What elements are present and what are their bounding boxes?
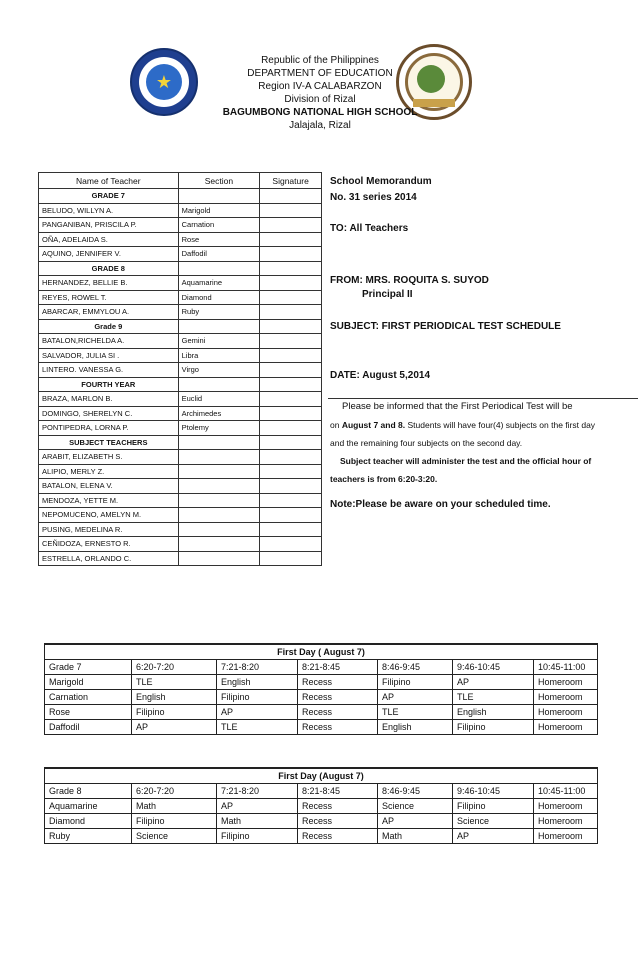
teacher-section: Ptolemy <box>178 421 260 436</box>
section-name-cell: Ruby <box>45 829 132 844</box>
subject-cell: Homeroom <box>534 814 598 829</box>
section-name-cell: Daffodil <box>45 720 132 735</box>
section-cell <box>178 377 260 392</box>
memo-body-line-2: on August 7 and 8. Students will have four(4) subjects on the first day <box>330 420 596 430</box>
section-cell <box>178 319 260 334</box>
teacher-row <box>39 232 322 247</box>
teacher-row <box>39 406 322 421</box>
signature-cell <box>260 464 322 479</box>
teacher-row <box>39 348 322 363</box>
schedule-header-cell: 6:20-7:20 <box>132 660 217 675</box>
signature-cell <box>260 232 322 247</box>
grade-group-row <box>39 261 322 276</box>
memo-divider <box>328 398 638 399</box>
teacher-name: ABARCAR, EMMYLOU A. <box>39 305 179 320</box>
teacher-name: DOMINGO, SHERELYN C. <box>39 406 179 421</box>
teacher-row <box>39 551 322 566</box>
signature-cell <box>260 247 322 262</box>
memo-title: School Memorandum <box>330 176 432 187</box>
teacher-row <box>39 421 322 436</box>
subject-cell: TLE <box>453 690 534 705</box>
signature-cell <box>260 276 322 291</box>
signature-cell <box>260 508 322 523</box>
subject-cell: TLE <box>378 705 453 720</box>
subject-cell: Homeroom <box>534 799 598 814</box>
grade-group-label: GRADE 7 <box>39 189 179 204</box>
subject-cell: Filipino <box>217 690 298 705</box>
section-name-cell: Aquamarine <box>45 799 132 814</box>
subject-cell: Filipino <box>217 829 298 844</box>
subject-cell: AP <box>217 799 298 814</box>
teacher-section: Euclid <box>178 392 260 407</box>
subject-cell: Science <box>132 829 217 844</box>
schedule-title: First Day ( August 7) <box>45 644 598 660</box>
schedule-title-row <box>45 768 598 784</box>
signature-cell <box>260 479 322 494</box>
memo-body-line-5: teachers is from 6:20-3:20. <box>330 474 438 484</box>
teacher-table-header <box>39 173 322 189</box>
teacher-section <box>178 450 260 465</box>
teacher-name: BELUDO, WILLYN A. <box>39 203 179 218</box>
teacher-section <box>178 537 260 552</box>
memo-body-line-4: Subject teacher will administer the test and the official hour of <box>340 456 592 466</box>
subject-cell: Recess <box>298 799 378 814</box>
subject-cell: English <box>378 720 453 735</box>
subject-cell: Filipino <box>453 799 534 814</box>
teacher-row <box>39 537 322 552</box>
grade-group-row <box>39 377 322 392</box>
subject-cell: English <box>453 705 534 720</box>
section-name-cell: Diamond <box>45 814 132 829</box>
teacher-name: REYES, ROWEL T. <box>39 290 179 305</box>
subject-cell: Recess <box>298 690 378 705</box>
schedule-header-cell: 6:20-7:20 <box>132 784 217 799</box>
teacher-row <box>39 392 322 407</box>
header-school-name: BAGUMBONG NATIONAL HIGH SCHOOL <box>222 107 418 118</box>
teacher-section: Rose <box>178 232 260 247</box>
memo-note: Note:Please be aware on your scheduled time. <box>330 499 551 510</box>
grade-group-row <box>39 319 322 334</box>
memo-number: No. 31 series 2014 <box>330 192 417 203</box>
subject-cell: AP <box>132 720 217 735</box>
subject-cell: Recess <box>298 814 378 829</box>
teacher-section <box>178 508 260 523</box>
subject-cell: English <box>132 690 217 705</box>
signature-cell <box>260 319 322 334</box>
schedule-header-row <box>45 660 598 675</box>
teacher-row <box>39 522 322 537</box>
schedule-row <box>45 705 598 720</box>
teacher-name: SALVADOR, JULIA SI . <box>39 348 179 363</box>
teacher-name: ESTRELLA, ORLANDO C. <box>39 551 179 566</box>
teacher-name: MENDOZA, YETTE M. <box>39 493 179 508</box>
schedule-row <box>45 675 598 690</box>
subject-cell: Science <box>453 814 534 829</box>
teacher-section <box>178 479 260 494</box>
header-line-division: Division of Rizal <box>284 94 356 105</box>
grade-group-row <box>39 435 322 450</box>
header-line-republic: Republic of the Philippines <box>261 55 379 66</box>
memo-from: FROM: MRS. ROQUITA S. SUYOD <box>330 275 489 286</box>
teacher-row <box>39 508 322 523</box>
subject-cell: TLE <box>132 675 217 690</box>
subject-cell: Recess <box>298 675 378 690</box>
teacher-row <box>39 334 322 349</box>
schedule-header-cell: Grade 7 <box>45 660 132 675</box>
schedule-row <box>45 829 598 844</box>
signature-cell <box>260 392 322 407</box>
subject-cell: Math <box>132 799 217 814</box>
teacher-row <box>39 305 322 320</box>
teacher-section: Archimedes <box>178 406 260 421</box>
subject-cell: AP <box>453 675 534 690</box>
teacher-row <box>39 363 322 378</box>
subject-cell: Homeroom <box>534 829 598 844</box>
section-name-cell: Marigold <box>45 675 132 690</box>
schedule-title: First Day (August 7) <box>45 768 598 784</box>
signature-cell <box>260 348 322 363</box>
signature-cell <box>260 493 322 508</box>
subject-cell: Math <box>378 829 453 844</box>
subject-cell: Recess <box>298 720 378 735</box>
schedule-header-row <box>45 784 598 799</box>
teacher-name: ARABIT, ELIZABETH S. <box>39 450 179 465</box>
schedule-header-cell: 9:46-10:45 <box>453 784 534 799</box>
teacher-section <box>178 522 260 537</box>
schedule-table-grade-8 <box>44 767 598 844</box>
teacher-section: Gemini <box>178 334 260 349</box>
signature-cell <box>260 363 322 378</box>
header-line-department: DEPARTMENT OF EDUCATION <box>247 68 393 79</box>
teacher-section <box>178 551 260 566</box>
teacher-row <box>39 290 322 305</box>
teacher-name: OÑA, ADELAIDA S. <box>39 232 179 247</box>
teacher-section: Marigold <box>178 203 260 218</box>
teacher-name: HERNANDEZ, BELLIE B. <box>39 276 179 291</box>
section-cell <box>178 435 260 450</box>
subject-cell: AP <box>453 829 534 844</box>
schedule-header-cell: 8:21-8:45 <box>298 784 378 799</box>
teacher-section: Virgo <box>178 363 260 378</box>
signature-cell <box>260 305 322 320</box>
grade-group-label: FOURTH YEAR <box>39 377 179 392</box>
grade-group-row <box>39 189 322 204</box>
signature-cell <box>260 551 322 566</box>
subject-cell: Science <box>378 799 453 814</box>
teacher-name: NEPOMUCENO, AMELYN M. <box>39 508 179 523</box>
deped-seal-icon: ★ <box>130 48 198 116</box>
teacher-row <box>39 218 322 233</box>
signature-cell <box>260 522 322 537</box>
subject-cell: Filipino <box>132 814 217 829</box>
signature-cell <box>260 261 322 276</box>
memo-body-line-1: Please be informed that the First Periodical Test will be <box>342 401 573 412</box>
schedule-header-cell: 8:46-9:45 <box>378 660 453 675</box>
subject-cell: Recess <box>298 705 378 720</box>
schedule-row <box>45 720 598 735</box>
schedule-title-row <box>45 644 598 660</box>
subject-cell: Homeroom <box>534 720 598 735</box>
subject-cell: Filipino <box>378 675 453 690</box>
schedule-table-grade-7 <box>44 643 598 735</box>
teacher-name: BATALON, ELENA V. <box>39 479 179 494</box>
subject-cell: English <box>217 675 298 690</box>
section-name-cell: Carnation <box>45 690 132 705</box>
header-line-region: Region IV-A CALABARZON <box>258 81 382 92</box>
teacher-section: Ruby <box>178 305 260 320</box>
subject-cell: AP <box>378 814 453 829</box>
memo-position: Principal II <box>362 289 413 300</box>
teacher-name: BRAZA, MARLON B. <box>39 392 179 407</box>
teacher-section: Aquamarine <box>178 276 260 291</box>
header-name-of-teacher: Name of Teacher <box>39 173 179 189</box>
subject-cell: Recess <box>298 829 378 844</box>
signature-cell <box>260 189 322 204</box>
teacher-section: Libra <box>178 348 260 363</box>
memo-subject: SUBJECT: FIRST PERIODICAL TEST SCHEDULE <box>330 321 561 332</box>
teacher-row <box>39 450 322 465</box>
schedule-header-cell: 9:46-10:45 <box>453 660 534 675</box>
header-signature: Signature <box>260 173 322 189</box>
subject-cell: Math <box>217 814 298 829</box>
signature-cell <box>260 218 322 233</box>
schedule-header-cell: 7:21-8:20 <box>217 660 298 675</box>
teacher-section: Diamond <box>178 290 260 305</box>
section-cell <box>178 189 260 204</box>
teacher-name: AQUINO, JENNIFER V. <box>39 247 179 262</box>
teacher-name: BATALON,RICHELDA A. <box>39 334 179 349</box>
teacher-table <box>38 172 322 566</box>
teacher-row <box>39 247 322 262</box>
teacher-section <box>178 493 260 508</box>
signature-cell <box>260 377 322 392</box>
grade-group-label: SUBJECT TEACHERS <box>39 435 179 450</box>
teacher-section: Carnation <box>178 218 260 233</box>
signature-cell <box>260 537 322 552</box>
signature-cell <box>260 406 322 421</box>
schedule-header-cell: 10:45-11:00 <box>534 784 598 799</box>
header-section: Section <box>178 173 260 189</box>
signature-cell <box>260 421 322 436</box>
schedule-header-cell: 7:21-8:20 <box>217 784 298 799</box>
teacher-name: PANGANIBAN, PRISCILA P. <box>39 218 179 233</box>
grade-group-label: GRADE 8 <box>39 261 179 276</box>
memo-to: TO: All Teachers <box>330 223 409 234</box>
signature-cell <box>260 203 322 218</box>
subject-cell: AP <box>217 705 298 720</box>
subject-cell: Homeroom <box>534 675 598 690</box>
memo-date: DATE: August 5,2014 <box>330 370 431 381</box>
teacher-section <box>178 464 260 479</box>
section-name-cell: Rose <box>45 705 132 720</box>
teacher-name: PUSING, MEDELINA R. <box>39 522 179 537</box>
teacher-name: LINTERO. VANESSA G. <box>39 363 179 378</box>
teacher-row <box>39 493 322 508</box>
teacher-name: ALIPIO, MERLY Z. <box>39 464 179 479</box>
schedule-header-cell: Grade 8 <box>45 784 132 799</box>
teacher-row <box>39 203 322 218</box>
teacher-name: PONTIPEDRA, LORNA P. <box>39 421 179 436</box>
subject-cell: TLE <box>217 720 298 735</box>
teacher-row <box>39 464 322 479</box>
teacher-section: Daffodil <box>178 247 260 262</box>
subject-cell: AP <box>378 690 453 705</box>
signature-cell <box>260 435 322 450</box>
section-cell <box>178 261 260 276</box>
header-town: Jalajala, Rizal <box>289 120 351 131</box>
grade-group-label: Grade 9 <box>39 319 179 334</box>
schedule-header-cell: 10:45-11:00 <box>534 660 598 675</box>
teacher-row <box>39 479 322 494</box>
subject-cell: Homeroom <box>534 690 598 705</box>
schedule-row <box>45 814 598 829</box>
subject-cell: Homeroom <box>534 705 598 720</box>
teacher-row <box>39 276 322 291</box>
schedule-header-cell: 8:21-8:45 <box>298 660 378 675</box>
subject-cell: Filipino <box>453 720 534 735</box>
schedule-row <box>45 690 598 705</box>
signature-cell <box>260 334 322 349</box>
subject-cell: Filipino <box>132 705 217 720</box>
signature-cell <box>260 290 322 305</box>
schedule-header-cell: 8:46-9:45 <box>378 784 453 799</box>
schedule-row <box>45 799 598 814</box>
signature-cell <box>260 450 322 465</box>
teacher-name: CEÑIDOZA, ERNESTO R. <box>39 537 179 552</box>
memo-body-line-3: and the remaining four subjects on the second day. <box>330 438 523 448</box>
